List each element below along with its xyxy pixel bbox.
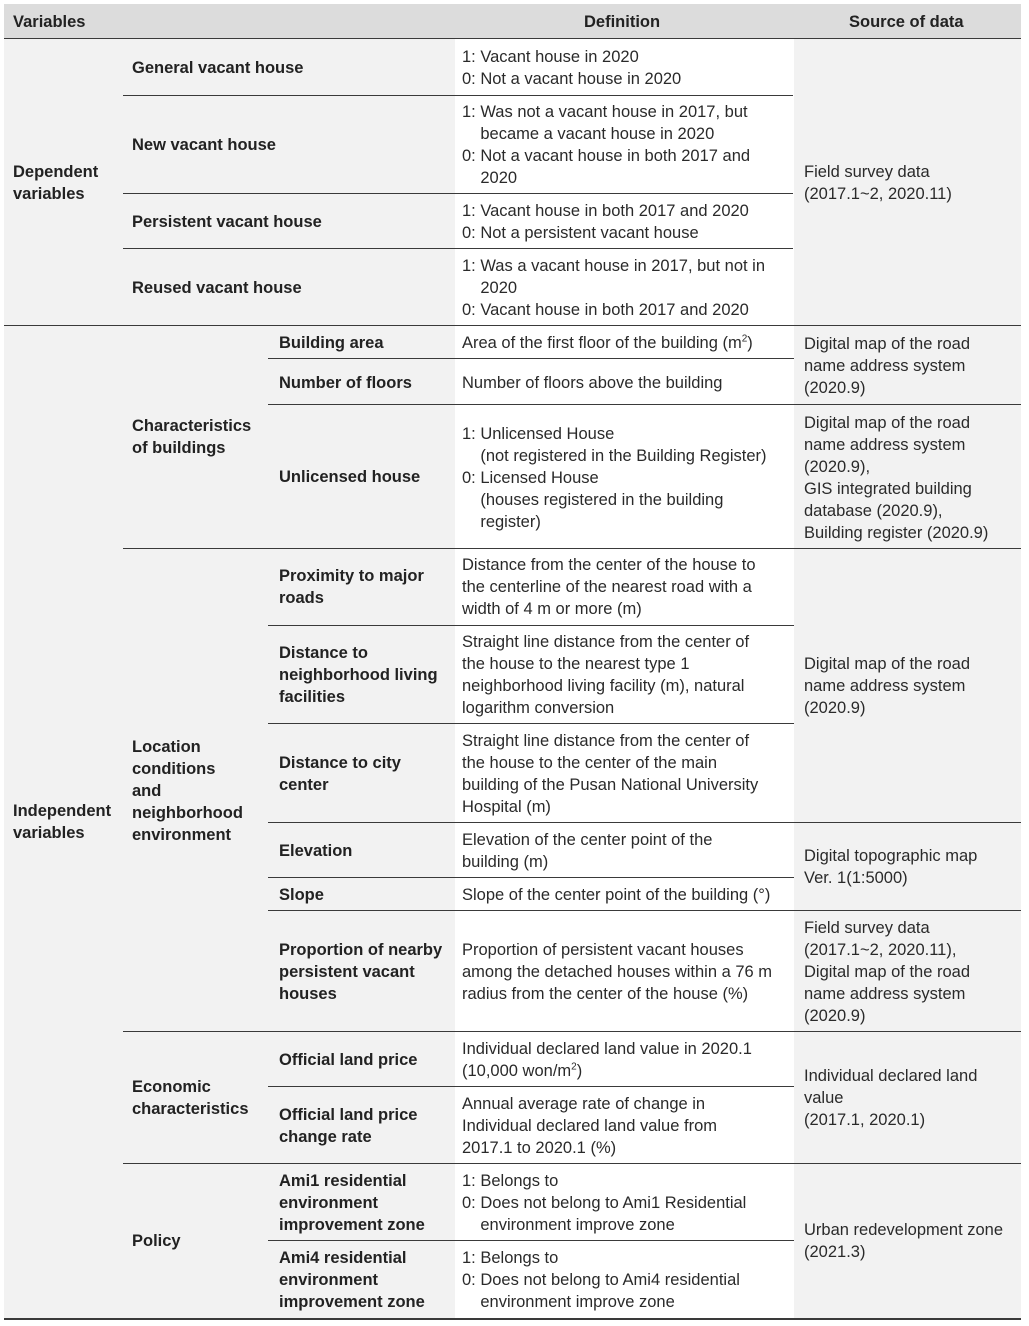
variable-building-area: Building area	[279, 334, 384, 352]
variable-slope: Slope	[279, 886, 324, 904]
definition-proximity-to-major-roads: Distance from the center of the house to the centerline of the nearest road with a width of 4 m or more (m)	[462, 556, 756, 618]
variable-distance-to-neighborhood-facilities: Distance to neighborhood living facilities	[279, 644, 438, 706]
variable-ami4-zone: Ami4 residential environment improvement zone	[279, 1249, 425, 1311]
source-land-value: Individual declared land value (2017.1, 2020.1)	[804, 1067, 978, 1129]
definition-reused-vacant-house: 1: Was a vacant house in 2017, but not in 2020 0: Vacant house in both 2017 and 2020	[462, 257, 766, 319]
variable-distance-to-city-center: Distance to city center	[279, 754, 401, 794]
definition-distance-to-neighborhood-facilities: Straight line distance from the center of the house to the nearest type 1 neighborhood living facility (m), natural logarithm conversion	[462, 633, 750, 717]
variable-new-vacant-house: New vacant house	[132, 136, 276, 154]
group-location-conditions: Location conditions and neighborhood environment	[132, 738, 243, 844]
row-rule	[123, 95, 793, 96]
definition-unlicensed-house: 1: Unlicensed House (not registered in the Building Register) 0: Licensed House (houses registered in the building register)	[462, 425, 767, 531]
definition-distance-to-city-center: Straight line distance from the center of the house to the center of the main building of the Pusan National University Hospital (m)	[462, 732, 759, 816]
row-rule	[123, 1031, 1021, 1032]
definition-official-land-price	[462, 1038, 752, 1082]
variable-general-vacant-house: General vacant house	[132, 59, 304, 77]
row-rule	[268, 822, 1021, 823]
row-rule	[123, 1163, 1021, 1164]
definition-line	[462, 1060, 752, 1082]
definition-proportion-persistent-vacant: Proportion of persistent vacant houses among the detached houses within a 76 m radius from the center of the house (%)	[462, 941, 773, 1003]
group-dependent-variables: Dependent variables	[13, 163, 99, 203]
row-rule	[268, 910, 1021, 911]
definition-persistent-vacant-house: 1: Vacant house in both 2017 and 2020 0: Not a persistent vacant house	[462, 202, 749, 242]
definition-text: )	[747, 334, 753, 352]
variable-unlicensed-house: Unlicensed house	[279, 468, 421, 486]
variables-table	[4, 4, 1021, 1320]
definition-building-area	[462, 332, 753, 354]
definition-text: Area of the first floor of the building (m	[462, 334, 742, 352]
row-rule	[268, 404, 1021, 405]
group-characteristics-of-buildings: Characteristics of buildings	[132, 417, 252, 457]
variable-land-price-change-rate: Official land price change rate	[279, 1106, 418, 1146]
definition-ami4-zone: 1: Belongs to 0: Does not belong to Ami4 residential environment improve zone	[462, 1249, 740, 1311]
group-independent-variables: Independent variables	[13, 802, 112, 842]
row-rule	[123, 548, 1021, 549]
header-definition: Definition	[584, 13, 661, 31]
row-rule	[268, 1240, 794, 1241]
bottom-rule	[4, 1318, 1021, 1320]
variable-number-of-floors: Number of floors	[279, 374, 412, 392]
variable-proximity-to-major-roads: Proximity to major roads	[279, 567, 424, 607]
definition-text: (10,000 won/m	[462, 1062, 572, 1080]
variable-elevation: Elevation	[279, 842, 353, 860]
row-rule	[268, 723, 794, 724]
variable-reused-vacant-house: Reused vacant house	[132, 279, 302, 297]
group-policy: Policy	[132, 1232, 181, 1250]
row-rule	[123, 193, 793, 194]
definition-general-vacant-house: 1: Vacant house in 2020 0: Not a vacant house in 2020	[462, 48, 682, 88]
definition-line: Individual declared land value in 2020.1	[462, 1040, 752, 1058]
source-digital-map-building: Digital map of the road name address system (2020.9)	[804, 335, 971, 397]
variable-official-land-price: Official land price	[279, 1051, 418, 1069]
row-rule	[268, 1086, 794, 1087]
definition-elevation: Elevation of the center point of the building (m)	[462, 831, 713, 871]
source-proportion-persistent: Field survey data (2017.1~2, 2020.11), Digital map of the road name address system (2020.9)	[804, 919, 971, 1025]
header-rule	[4, 38, 1021, 39]
row-rule	[268, 877, 794, 878]
definition-land-price-change-rate: Annual average rate of change in Individual declared land value from 2017.1 to 2020.1 (%)	[462, 1095, 717, 1157]
definition-text: )	[576, 1062, 583, 1080]
superscript: 2	[741, 333, 748, 345]
variable-persistent-vacant-house: Persistent vacant house	[132, 213, 322, 231]
definition-ami1-zone: 1: Belongs to 0: Does not belong to Ami1 Residential environment improve zone	[462, 1172, 747, 1234]
definition-number-of-floors: Number of floors above the building	[462, 374, 723, 392]
row-rule	[268, 358, 794, 359]
section-rule	[4, 325, 1021, 326]
superscript: 2	[571, 1061, 577, 1073]
source-unlicensed-house: Digital map of the road name address system (2020.9), GIS integrated building database (2020.9), Building register (2020.9)	[804, 414, 989, 542]
variable-ami1-zone: Ami1 residential environment improvement zone	[279, 1172, 425, 1234]
definition-new-vacant-house: 1: Was not a vacant house in 2017, but became a vacant house in 2020 0: Not a vacant house in both 2017 and 2020	[462, 103, 751, 187]
source-field-survey: Field survey data (2017.1~2, 2020.11)	[804, 163, 952, 203]
variable-proportion-persistent-vacant: Proportion of nearby persistent vacant houses	[279, 941, 443, 1003]
definition-slope: Slope of the center point of the building (°)	[462, 886, 771, 904]
source-digital-map-location: Digital map of the road name address system (2020.9)	[804, 655, 971, 717]
group-economic-characteristics: Economic characteristics	[132, 1078, 249, 1118]
row-rule	[268, 625, 794, 626]
row-rule	[123, 248, 793, 249]
header-source: Source of data	[849, 13, 964, 31]
source-redevelopment-zone: Urban redevelopment zone (2021.3)	[804, 1221, 1004, 1261]
source-topographic-map: Digital topographic map Ver. 1(1:5000)	[804, 847, 978, 887]
header-variables: Variables	[13, 13, 86, 31]
